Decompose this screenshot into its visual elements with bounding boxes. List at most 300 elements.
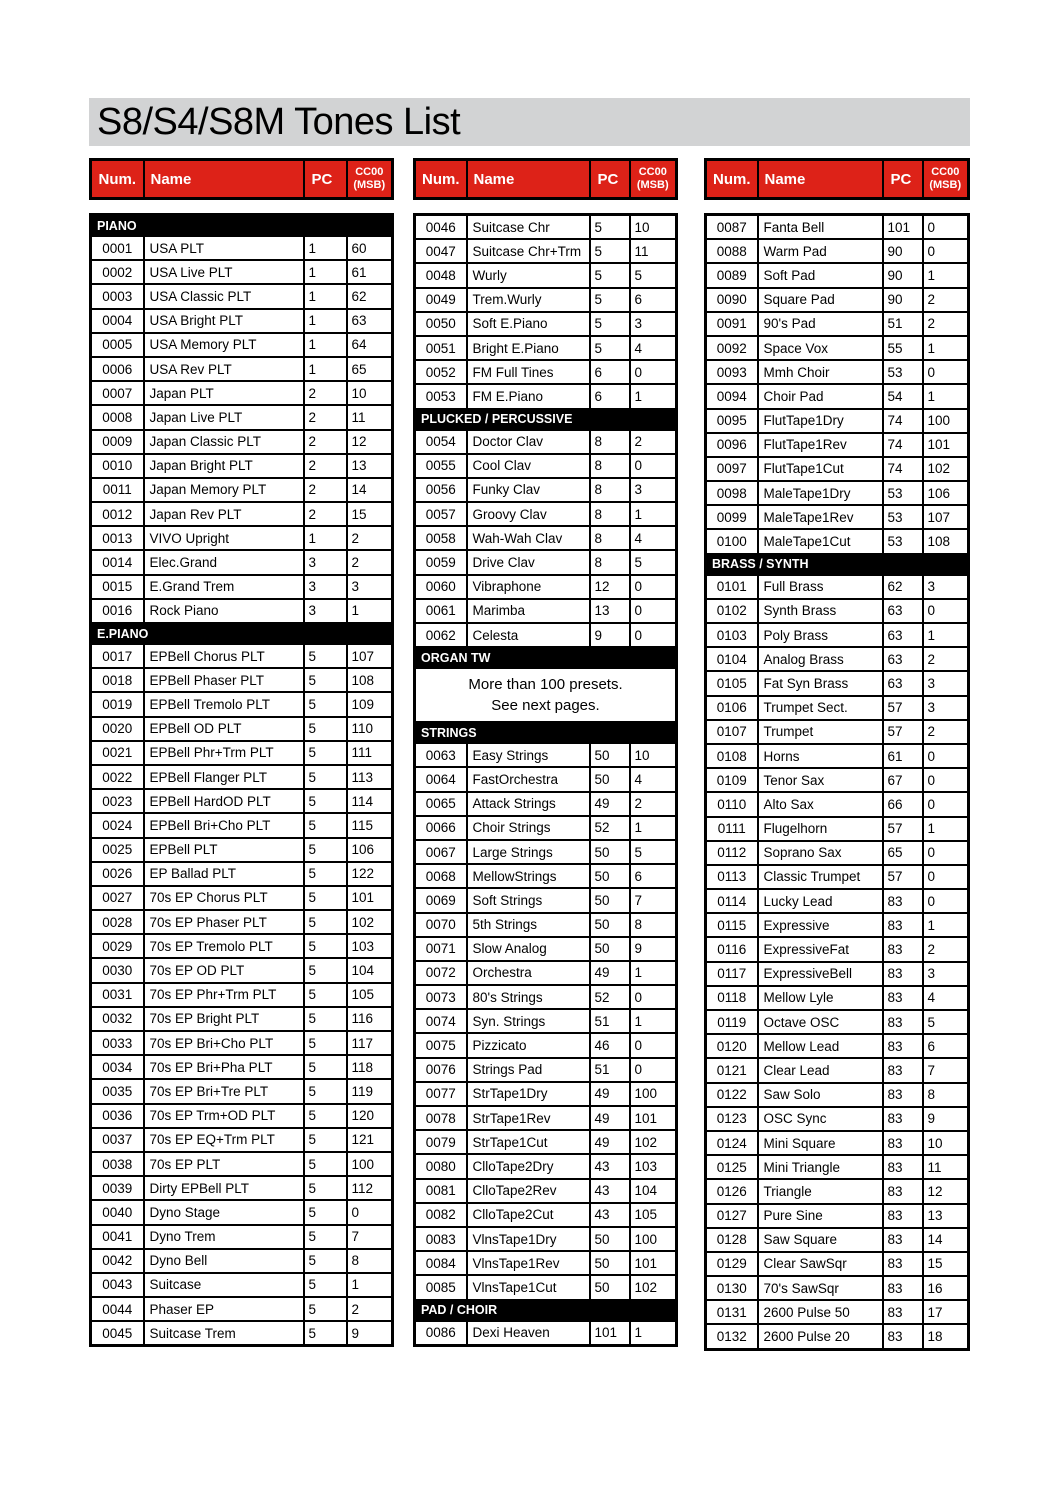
cell-name: Celesta [467,623,590,647]
table-row [706,1155,969,1179]
cell-cc00: 11 [347,405,393,429]
cell-pc: 6 [590,360,630,384]
section-label: PLUCKED / PERCUSSIVE [415,409,677,430]
cell-cc00: 3 [923,696,969,720]
cell-name: 80's Strings [467,985,590,1009]
cell-name: Easy Strings [467,743,590,767]
table-row [91,1031,393,1055]
cell-name: 5th Strings [467,913,590,937]
cell-num: 0082 [415,1203,467,1227]
cell-pc: 43 [590,1154,630,1178]
cell-num: 0111 [706,817,758,841]
table-row [415,550,677,574]
section-row [706,554,969,575]
table-row [91,333,393,357]
table-row [706,481,969,505]
cell-pc: 49 [590,961,630,985]
cell-pc: 53 [883,481,923,505]
table-row [415,288,677,312]
cell-cc00: 0 [923,744,969,768]
cell-num: 0109 [706,768,758,792]
cell-cc00: 0 [923,360,969,384]
cell-num: 0015 [91,575,144,599]
section-row [91,215,393,237]
table-row [706,913,969,937]
cell-num: 0024 [91,813,144,837]
cell-cc00: 64 [347,333,393,357]
header-name-label: Name [144,160,304,199]
section-label: STRINGS [415,722,677,743]
cell-num: 0132 [706,1324,758,1349]
cell-cc00: 3 [347,575,393,599]
cell-cc00: 1 [923,263,969,287]
cell-pc: 83 [883,986,923,1010]
cell-name: Trem.Wurly [467,288,590,312]
cell-pc: 3 [304,550,347,574]
cell-name: Mellow Lead [758,1034,883,1058]
cell-pc: 5 [304,644,347,668]
cell-num: 0122 [706,1083,758,1107]
header-cc00-msb-label [347,160,393,199]
cell-cc00: 6 [630,864,677,888]
cell-cc00: 12 [347,430,393,454]
table-row [706,768,969,792]
cell-num: 0051 [415,336,467,360]
table-row [415,239,677,263]
cell-cc00: 108 [347,668,393,692]
cell-cc00: 5 [630,263,677,287]
cell-pc: 53 [883,360,923,384]
cell-num: 0009 [91,430,144,454]
table-row [91,454,393,478]
cell-pc: 8 [590,550,630,574]
cell-num: 0028 [91,910,144,934]
table-row [706,865,969,889]
cell-pc: 2 [304,478,347,502]
column-header-table [413,158,678,200]
cell-num: 0025 [91,838,144,862]
cell-num: 0035 [91,1079,144,1103]
header-msb-line: (MSB) [636,179,669,191]
section-row [415,1300,677,1321]
cell-name: StrTape1Rev [467,1106,590,1130]
cell-cc00: 6 [923,1034,969,1058]
cell-pc: 83 [883,1228,923,1252]
cell-num: 0070 [415,913,467,937]
table-row [706,647,969,671]
cell-pc: 1 [304,284,347,308]
cell-pc: 5 [590,336,630,360]
cell-pc: 2 [304,454,347,478]
table-row [415,840,677,864]
cell-name: Wurly [467,263,590,287]
cell-pc: 90 [883,263,923,287]
cell-name: Choir Pad [758,384,883,408]
cell-cc00: 0 [630,454,677,478]
cell-name: ExpressiveBell [758,962,883,986]
cell-num: 0050 [415,312,467,336]
cell-cc00: 4 [923,986,969,1010]
cell-cc00: 1 [630,502,677,526]
cell-num: 0115 [706,913,758,937]
cell-num: 0063 [415,743,467,767]
cell-name: Elec.Grand [144,550,304,574]
tones-table-piano-epiano [89,158,391,1347]
cell-num: 0095 [706,409,758,433]
cell-cc00: 0 [923,215,969,240]
table-row [706,457,969,481]
table-row [91,430,393,454]
cell-pc: 5 [304,789,347,813]
cell-cc00: 115 [347,813,393,837]
table-row [91,1007,393,1031]
cell-name: Soprano Sax [758,841,883,865]
table-row [415,502,677,526]
cell-num: 0127 [706,1204,758,1228]
cell-cc00: 3 [923,962,969,986]
cell-num: 0002 [91,260,144,284]
cell-num: 0117 [706,962,758,986]
cell-num: 0100 [706,529,758,553]
cell-cc00: 2 [347,550,393,574]
cell-name: Japan Live PLT [144,405,304,429]
cell-pc: 5 [304,862,347,886]
cell-pc: 63 [883,599,923,623]
cell-num: 0010 [91,454,144,478]
table-row [91,550,393,574]
cell-pc: 3 [304,575,347,599]
cell-pc: 53 [883,505,923,529]
table-row [706,1083,969,1107]
cell-cc00: 7 [630,888,677,912]
cell-name: VlnsTape1Dry [467,1227,590,1251]
cell-num: 0013 [91,526,144,550]
table-row [415,961,677,985]
cell-num: 0041 [91,1225,144,1249]
cell-num: 0084 [415,1251,467,1275]
cell-num: 0058 [415,526,467,550]
table-row [706,1300,969,1324]
cell-name: Alto Sax [758,792,883,816]
cell-cc00: 5 [923,1010,969,1034]
cell-pc: 50 [590,888,630,912]
table-row [415,1227,677,1251]
cell-pc: 52 [590,985,630,1009]
cell-cc00: 0 [630,575,677,599]
cell-num: 0083 [415,1227,467,1251]
cell-pc: 5 [304,1297,347,1321]
cell-pc: 5 [304,1079,347,1103]
cell-cc00: 14 [923,1228,969,1252]
cell-name: Wah-Wah Clav [467,526,590,550]
title-bar [89,98,970,146]
cell-pc: 51 [590,1009,630,1033]
cell-pc: 5 [304,1031,347,1055]
table-row [91,910,393,934]
cell-cc00: 10 [347,381,393,405]
cell-pc: 74 [883,409,923,433]
cell-cc00: 9 [347,1321,393,1346]
cell-pc: 83 [883,1155,923,1179]
cell-name: FlutTape1Dry [758,409,883,433]
table-row [91,1104,393,1128]
cell-name: Mmh Choir [758,360,883,384]
table-row [415,1321,677,1346]
table-row [91,526,393,550]
cell-name: Bright E.Piano [467,336,590,360]
header-msb-line: (MSB) [929,179,962,191]
cell-num: 0040 [91,1200,144,1224]
cell-cc00: 114 [347,789,393,813]
cell-cc00: 18 [923,1324,969,1349]
cell-name: Slow Analog [467,937,590,961]
cell-num: 0055 [415,454,467,478]
cell-num: 0094 [706,384,758,408]
cell-num: 0017 [91,644,144,668]
cell-name: Dirty EPBell PLT [144,1176,304,1200]
cell-num: 0097 [706,457,758,481]
cell-num: 0079 [415,1130,467,1154]
table-row [415,263,677,287]
cell-cc00: 104 [347,958,393,982]
cell-cc00: 0 [923,792,969,816]
cell-name: FM E.Piano [467,384,590,408]
cell-cc00: 1 [923,384,969,408]
table-row [91,599,393,623]
table-row [706,986,969,1010]
cell-cc00: 105 [630,1203,677,1227]
cell-name: Suitcase [144,1273,304,1297]
table-row [91,502,393,526]
cell-name: Soft E.Piano [467,312,590,336]
table-row [91,309,393,333]
cell-name: Orchestra [467,961,590,985]
cell-name: Trumpet [758,720,883,744]
cell-pc: 49 [590,1106,630,1130]
cell-cc00: 1 [630,384,677,408]
cell-name: Suitcase Trem [144,1321,304,1346]
table-row [91,236,393,260]
cell-num: 0006 [91,357,144,381]
cell-pc: 83 [883,937,923,961]
table-row [415,1106,677,1130]
cell-cc00: 9 [630,937,677,961]
cell-name: Space Vox [758,336,883,360]
cell-pc: 8 [590,430,630,454]
cell-name: Trumpet Sect. [758,696,883,720]
cell-num: 0087 [706,215,758,240]
cell-cc00: 60 [347,236,393,260]
table-row [706,1179,969,1203]
cell-cc00: 102 [630,1130,677,1154]
cell-pc: 74 [883,433,923,457]
cell-num: 0048 [415,263,467,287]
cell-cc00: 14 [347,478,393,502]
cell-pc: 83 [883,889,923,913]
cell-name: ExpressiveFat [758,937,883,961]
cell-name: Lucky Lead [758,889,883,913]
table-row [91,838,393,862]
cell-pc: 2 [304,430,347,454]
cell-pc: 5 [304,1055,347,1079]
header-pc-label: PC [590,160,630,199]
cell-cc00: 1 [630,1321,677,1346]
table-row [415,792,677,816]
cell-name: USA PLT [144,236,304,260]
cell-pc: 43 [590,1179,630,1203]
table-row [706,575,969,599]
cell-pc: 50 [590,767,630,791]
cell-pc: 5 [304,1200,347,1224]
table-row [706,671,969,695]
cell-name: Mini Square [758,1131,883,1155]
table-row [706,1228,969,1252]
cell-pc: 61 [883,744,923,768]
cell-name: Japan PLT [144,381,304,405]
table-row [415,360,677,384]
cell-num: 0066 [415,816,467,840]
section-label: BRASS / SYNTH [706,554,969,575]
cell-pc: 83 [883,1300,923,1324]
cell-num: 0036 [91,1104,144,1128]
cell-cc00: 11 [630,239,677,263]
table-row [415,384,677,408]
column-header-row [91,160,393,199]
table-row [91,983,393,1007]
table-row [91,813,393,837]
table-row [415,1058,677,1082]
cell-cc00: 119 [347,1079,393,1103]
cell-cc00: 0 [630,985,677,1009]
table-row [415,215,677,240]
cell-cc00: 2 [347,1297,393,1321]
cell-num: 0045 [91,1321,144,1346]
table-row [91,765,393,789]
cell-pc: 83 [883,1058,923,1082]
cell-pc: 5 [304,717,347,741]
cell-name: 2600 Pulse 50 [758,1300,883,1324]
header-cc00-msb-label [923,160,969,199]
cell-pc: 49 [590,792,630,816]
cell-cc00: 104 [630,1179,677,1203]
cell-name: OSC Sync [758,1107,883,1131]
cell-cc00: 120 [347,1104,393,1128]
cell-cc00: 15 [923,1252,969,1276]
note-row [415,668,677,722]
cell-pc: 83 [883,913,923,937]
cell-name: EPBell Flanger PLT [144,765,304,789]
cell-cc00: 10 [923,1131,969,1155]
cell-num: 0026 [91,862,144,886]
cell-cc00: 106 [347,838,393,862]
table-row [706,263,969,287]
cell-pc: 5 [304,1225,347,1249]
cell-pc: 1 [304,357,347,381]
table-row [706,433,969,457]
table-row [706,623,969,647]
cell-num: 0046 [415,215,467,240]
cell-name: 70s EP Bri+Tre PLT [144,1079,304,1103]
cell-cc00: 101 [630,1106,677,1130]
header-cc00-msb-label [630,160,677,199]
cell-pc: 83 [883,1034,923,1058]
cell-name: Rock Piano [144,599,304,623]
cell-num: 0021 [91,741,144,765]
cell-pc: 53 [883,529,923,553]
cell-cc00: 3 [630,478,677,502]
table-row [706,1034,969,1058]
cell-num: 0125 [706,1155,758,1179]
header-cc00-line: CC00 [355,166,384,178]
table-row [91,405,393,429]
cell-name: 70s EP Phaser PLT [144,910,304,934]
cell-pc: 67 [883,768,923,792]
cell-num: 0020 [91,717,144,741]
table-row [415,1275,677,1299]
cell-name: VlnsTape1Rev [467,1251,590,1275]
column-header-table [89,158,394,200]
section-row [415,647,677,668]
cell-pc: 5 [304,1321,347,1346]
table-row [91,1128,393,1152]
cell-name: MellowStrings [467,864,590,888]
table-row [706,505,969,529]
table-row [706,312,969,336]
cell-pc: 5 [304,910,347,934]
cell-cc00: 4 [630,526,677,550]
cell-cc00: 112 [347,1176,393,1200]
table-row [706,1058,969,1082]
table-row [415,478,677,502]
cell-name: Choir Strings [467,816,590,840]
cell-num: 0085 [415,1275,467,1299]
cell-num: 0033 [91,1031,144,1055]
cell-pc: 5 [304,765,347,789]
table-row [91,1273,393,1297]
cell-pc: 63 [883,623,923,647]
cell-pc: 50 [590,1227,630,1251]
cell-pc: 49 [590,1130,630,1154]
cell-num: 0042 [91,1249,144,1273]
table-row [91,1321,393,1346]
table-row [415,454,677,478]
table-row [91,1249,393,1273]
cell-num: 0088 [706,239,758,263]
cell-name: Classic Trumpet [758,865,883,889]
cell-name: 70s EP Phr+Trm PLT [144,983,304,1007]
cell-name: StrTape1Cut [467,1130,590,1154]
table-row [706,215,969,240]
cell-num: 0126 [706,1179,758,1203]
table-row [706,792,969,816]
cell-pc: 5 [304,1152,347,1176]
cell-name: 70s EP Bri+Cho PLT [144,1031,304,1055]
cell-name: Japan Rev PLT [144,502,304,526]
cell-name: Synth Brass [758,599,883,623]
cell-num: 0080 [415,1154,467,1178]
cell-cc00: 2 [923,937,969,961]
table-row [415,599,677,623]
cell-num: 0101 [706,575,758,599]
cell-cc00: 5 [630,840,677,864]
cell-num: 0016 [91,599,144,623]
cell-name: Vibraphone [467,575,590,599]
cell-num: 0027 [91,886,144,910]
table-row [415,623,677,647]
cell-pc: 50 [590,743,630,767]
table-row [415,312,677,336]
cell-pc: 5 [304,838,347,862]
